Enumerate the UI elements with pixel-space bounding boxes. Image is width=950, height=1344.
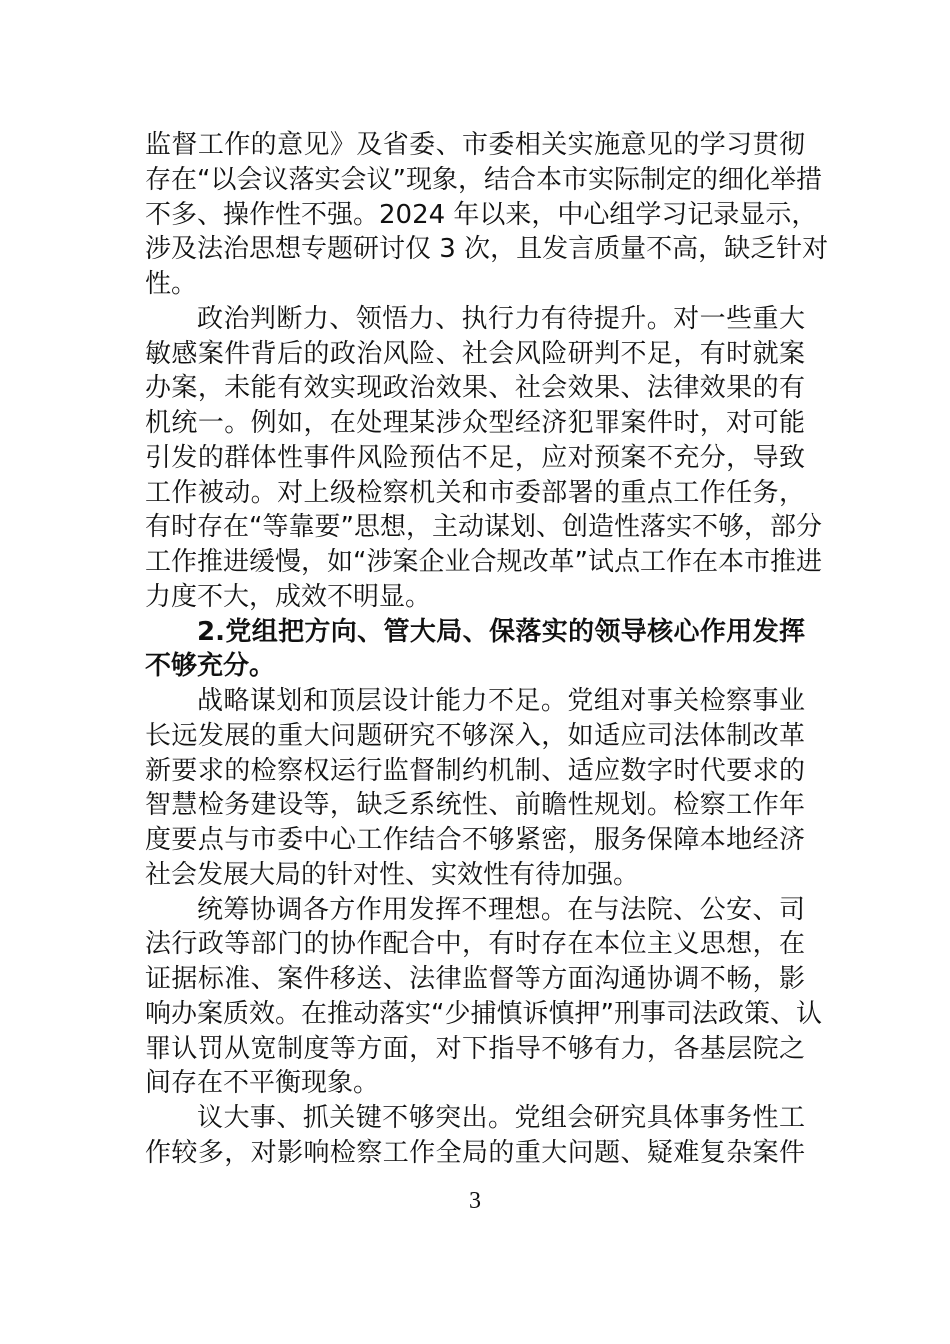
paragraph: [145, 302, 822, 615]
text-line: 不够充分。: [145, 651, 276, 682]
text-line: 响办案质效。在推动落实“少捕慎诉慎押”刑事司法政策、认: [145, 998, 822, 1029]
text-line: 战略谋划和顶层设计能力不足。党组对事关检察事业: [197, 686, 805, 716]
paragraph: [145, 684, 805, 893]
text-line: 罪认罚从宽制度等方面，对下指导不够有力，各基层院之: [145, 1033, 805, 1064]
document-body: [145, 128, 829, 1171]
text-line: 作较多，对影响检察工作全局的重大问题、疑难复杂案件: [145, 1137, 805, 1168]
text-line: 长远发展的重大问题研究不够深入，如适应司法体制改革: [145, 720, 805, 751]
text-line: 新要求的检察权运行监督制约机制、适应数字时代要求的: [145, 755, 805, 786]
text-line: 涉及法治思想专题研讨仅 3 次，且发言质量不高，缺乏针对: [145, 234, 829, 265]
text-line: 有时存在“等靠要”思想，主动谋划、创造性落实不够，部分: [145, 512, 822, 543]
paragraph: [145, 893, 822, 1102]
text-line: 工作推进缓慢，如“涉案企业合规改革”试点工作在本市推进: [145, 547, 822, 577]
text-line: 证据标准、案件移送、法律监督等方面沟通协调不畅，影: [145, 964, 805, 994]
text-line: 引发的群体性事件风险预估不足，应对预案不充分，导致: [145, 442, 805, 473]
text-line: 敏感案件背后的政治风险、社会风险研判不足，有时就案: [145, 338, 805, 369]
text-line: 存在“以会议落实会议”现象，结合本市实际制定的细化举措: [145, 164, 822, 195]
text-line: 办案，未能有效实现政治效果、社会效果、法律效果的有: [145, 373, 805, 404]
text-line: 社会发展大局的针对性、实效性有待加强。: [145, 859, 640, 890]
text-line: 性。: [145, 269, 198, 299]
text-line: 监督工作的意见》及省委、市委相关实施意见的学习贯彻: [145, 130, 805, 160]
section-heading: [145, 615, 805, 685]
paragraph: [145, 1101, 805, 1171]
text-line: 工作被动。对上级检察机关和市委部署的重点工作任务，: [145, 477, 805, 508]
text-line: 不多、操作性不强。2024 年以来，中心组学习记录显示，: [145, 199, 818, 230]
text-line: 统筹协调各方作用发挥不理想。在与法院、公安、司: [197, 894, 805, 925]
text-line: 政治判断力、领悟力、执行力有待提升。对一些重大: [197, 303, 805, 334]
text-line: 力度不大，成效不明显。: [145, 581, 432, 612]
text-line: 2.党组把方向、管大局、保落实的领导核心作用发挥: [197, 616, 805, 647]
text-line: 度要点与市委中心工作结合不够紧密，服务保障本地经济: [145, 825, 805, 855]
text-line: 智慧检务建设等，缺乏系统性、前瞻性规划。检察工作年: [145, 790, 805, 821]
paragraph: [145, 128, 829, 302]
text-line: 机统一。例如，在处理某涉众型经济犯罪案件时，对可能: [145, 408, 805, 438]
text-line: 议大事、抓关键不够突出。党组会研究具体事务性工: [197, 1103, 805, 1133]
page-number: 3: [469, 1188, 481, 1214]
text-line: 法行政等部门的协作配合中，有时存在本位主义思想，在: [145, 929, 805, 960]
text-line: 间存在不平衡现象。: [145, 1068, 380, 1099]
